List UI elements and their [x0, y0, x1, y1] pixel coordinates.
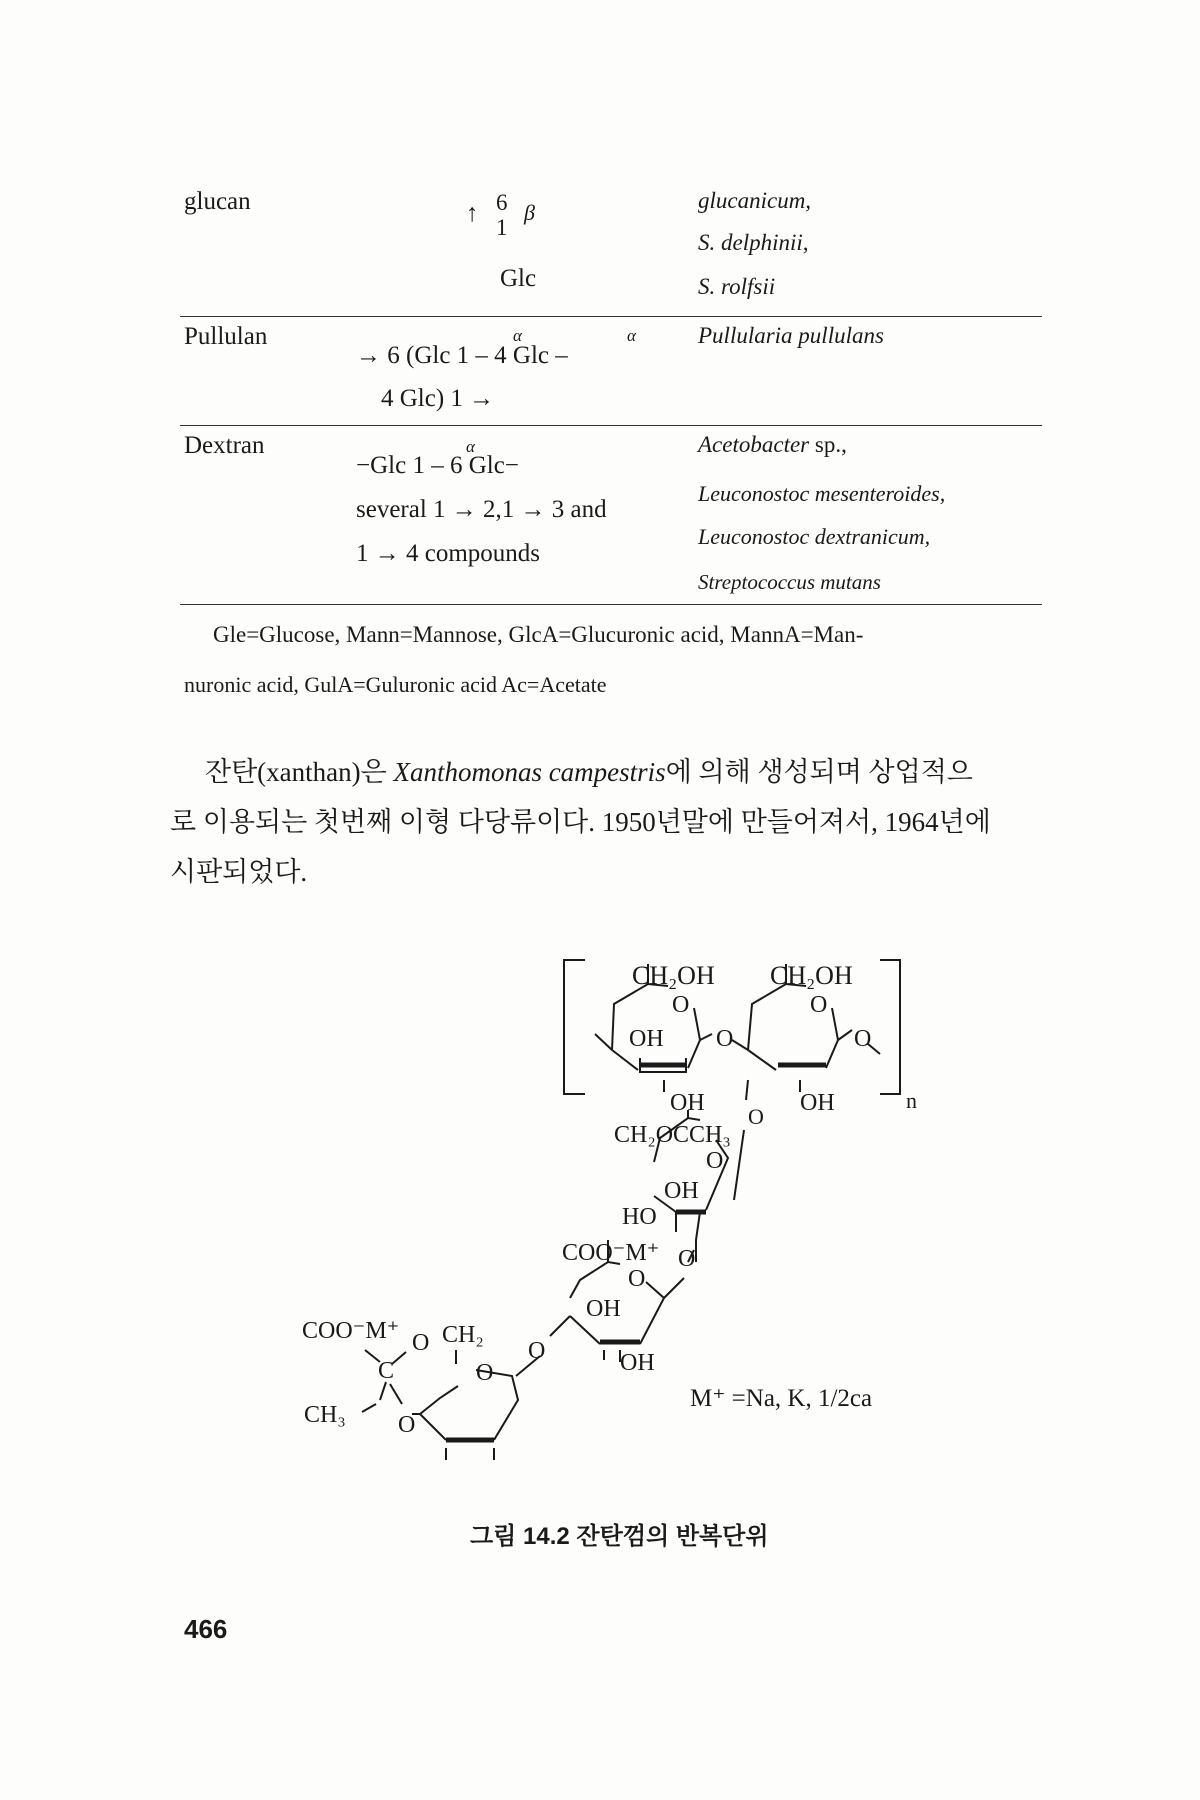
alpha-symbol: α: [627, 326, 636, 345]
label-o-ring1: O: [672, 992, 690, 1018]
label-o-ring3: O: [706, 1148, 724, 1174]
branch-glc: Glc: [500, 265, 537, 292]
row-name-dextran: Dextran: [184, 432, 265, 459]
pullulan-structure-line2: 4 Glc) 1 →: [381, 385, 495, 412]
label-counter-ion: M⁺ =Na, K, 1/2ca: [690, 1385, 873, 1412]
label-oh-ring1: OH: [629, 1026, 664, 1052]
source-s-rolfsii: S. rolfsii: [698, 274, 776, 299]
dextran-structure-line2: several 1 → 2,1 → 3 and: [356, 496, 607, 523]
label-oh-bottom2: OH: [800, 1090, 835, 1116]
branch-position-6: 6: [496, 190, 508, 215]
label-o-link3: O: [678, 1246, 696, 1272]
paragraph-line2: 로 이용되는 첫번째 이형 다당류이다. 1950년말에 만들어져서, 1964년에: [170, 807, 991, 837]
source-s-mutans: Streptococcus mutans: [698, 570, 881, 594]
row-name-glucan: glucan: [184, 188, 251, 215]
right-bracket: [880, 960, 900, 1094]
label-oh-bottom1: OH: [670, 1090, 705, 1116]
alpha-symbol: α: [513, 326, 522, 345]
label-o-side: O: [748, 1104, 764, 1129]
beta-symbol: β: [524, 200, 535, 225]
dextran-structure-line3: 1 → 4 compounds: [356, 540, 541, 567]
source-s-delphinii: S. delphinii,: [698, 230, 809, 255]
label-o-ring2: O: [810, 992, 828, 1018]
figure-caption: 그림 14.2 잔탄껌의 반복단위: [470, 1523, 769, 1550]
label-coo-m-2: COO⁻M⁺: [302, 1318, 400, 1344]
label-o-ring5: O: [476, 1360, 494, 1386]
source-l-mesenteroides: Leuconostoc mesenteroides,: [698, 481, 946, 506]
dextran-structure-line1: −Glc 1 – 6 Glc−: [356, 452, 519, 479]
label-ch3: CH₃: [304, 1402, 346, 1428]
ring-5: [420, 1370, 518, 1440]
table-footnote-line1: Gle=Glucose, Mann=Mannose, GlcA=Glucuronic acid, MannA=Man-: [213, 622, 864, 647]
pullulan-structure-line1: → 6 (Glc 1 – 4 Glc –: [356, 342, 568, 369]
label-ch2occh3: CH₂OCCH₃: [614, 1122, 731, 1148]
label-coo-m-1: COO⁻M⁺: [562, 1240, 660, 1266]
label-ho: HO: [622, 1204, 657, 1230]
label-o-link1: O: [716, 1026, 734, 1052]
label-o-ketal1: O: [412, 1330, 430, 1356]
table-footnote-line2: nuronic acid, GulA=Guluronic acid Ac=Acetate: [184, 672, 607, 697]
source-glucanicum: glucanicum,: [698, 188, 812, 213]
label-n: n: [906, 1088, 917, 1113]
branch-arrow: ↑: [466, 200, 479, 227]
row-name-pullulan: Pullulan: [184, 323, 268, 350]
label-c: C: [378, 1358, 395, 1384]
label-o-link2: O: [854, 1026, 872, 1052]
branch-position-1: 1: [496, 215, 508, 240]
paragraph-line3: 시판되었다.: [170, 857, 308, 887]
page-number: 466: [184, 1614, 228, 1644]
paragraph-line1: 잔탄(xanthan)은 Xanthomonas campestris에 의해 생성되며 상업적으: [205, 757, 973, 787]
alpha-symbol: α: [466, 437, 475, 456]
label-ch2oh-1: CH₂OH: [632, 961, 715, 990]
label-oh-bottom4: OH: [620, 1350, 655, 1376]
left-bracket: [564, 960, 585, 1094]
label-oh-ring3: OH: [664, 1178, 699, 1204]
label-ch2: CH₂: [442, 1322, 484, 1348]
source-l-dextranicum: Leuconostoc dextranicum,: [698, 524, 931, 549]
label-oh-ring4: OH: [586, 1296, 621, 1322]
label-o-ketal2: O: [398, 1412, 416, 1438]
label-ch2oh-2: CH₂OH: [770, 961, 853, 990]
label-o-ring4: O: [628, 1266, 646, 1292]
label-o-link4: O: [528, 1338, 546, 1364]
source-acetobacter: Acetobacter sp.,: [698, 432, 847, 457]
source-pullularia: Pullularia pullulans: [698, 323, 884, 348]
